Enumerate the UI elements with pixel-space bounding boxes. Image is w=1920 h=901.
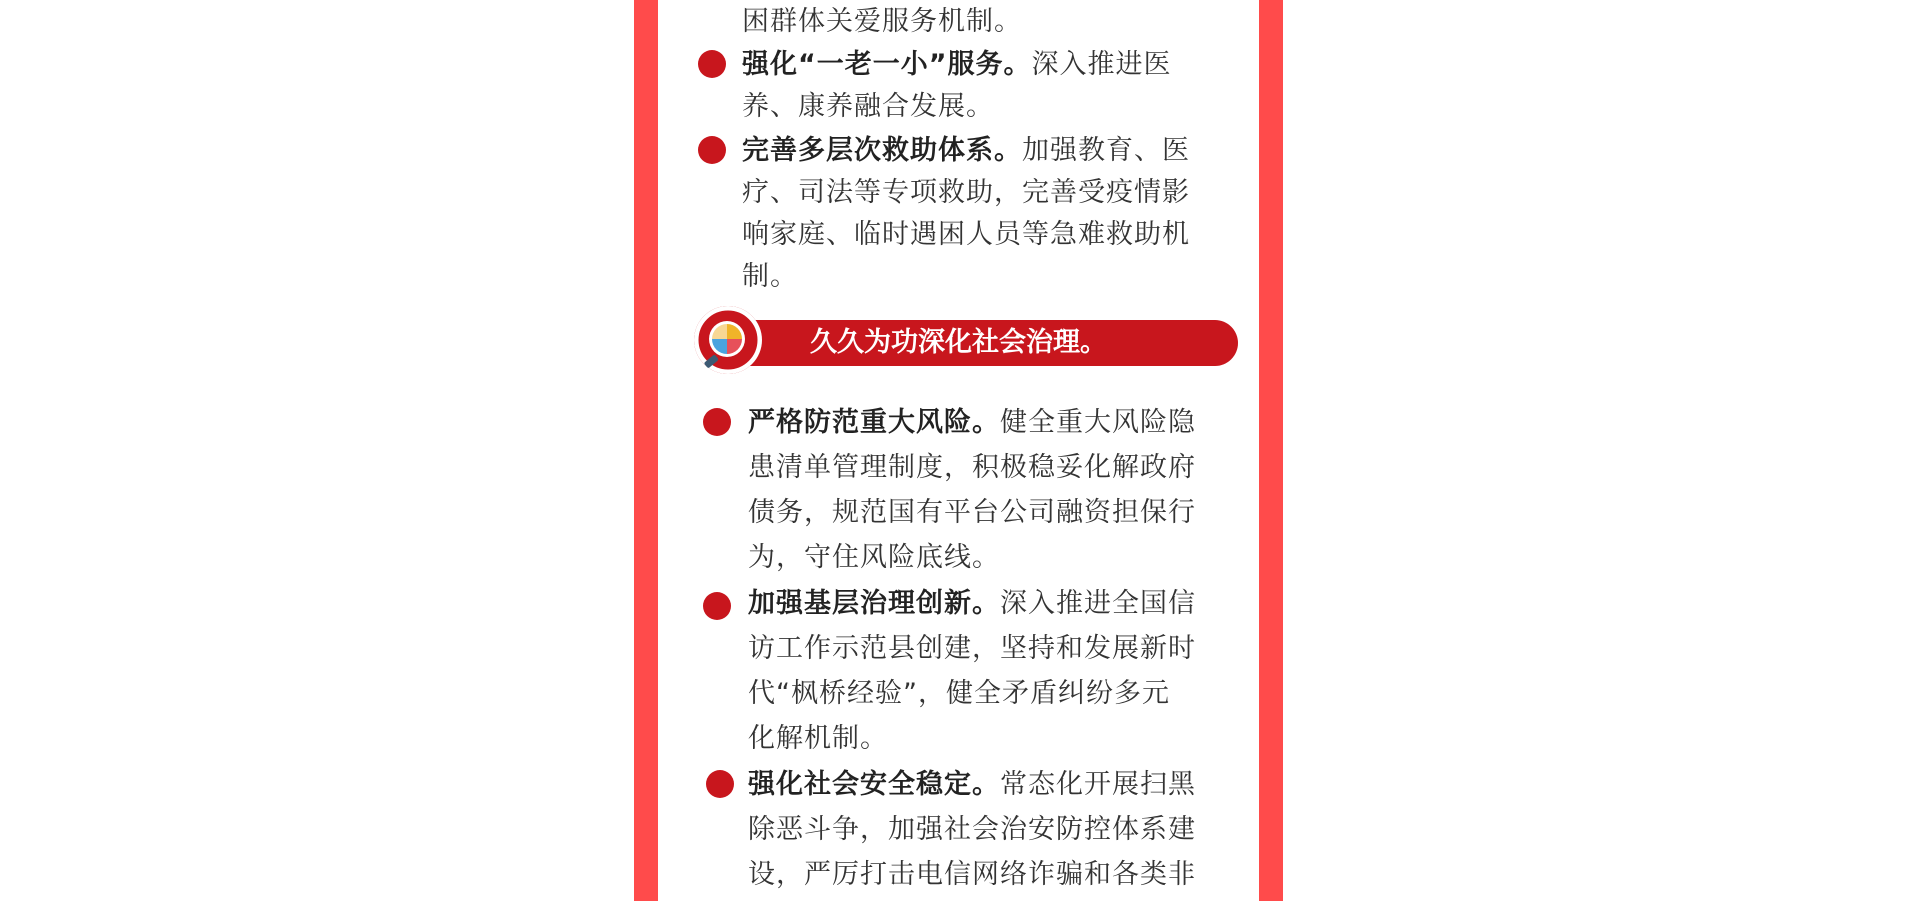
bullet-dot bbox=[698, 136, 726, 164]
item-line: 疗、司法等专项救助，完善受疫情影 bbox=[742, 177, 1190, 208]
section-title: 久久为功深化社会治理。 bbox=[810, 327, 1107, 358]
list-item-social-security bbox=[748, 762, 1228, 897]
list-item-care-mechanism bbox=[742, 1, 1222, 43]
bullet-dot bbox=[698, 50, 726, 78]
list-item-grassroots-governance bbox=[748, 581, 1228, 761]
bullet-dot bbox=[703, 592, 731, 620]
item-line: 患清单管理制度，积极稳妥化解政府 bbox=[748, 452, 1196, 483]
item-line: 加强教育、医 bbox=[1022, 135, 1190, 166]
item-heading: 强化“一老一小”服务。 bbox=[742, 49, 1032, 80]
item-line: 为，守住风险底线。 bbox=[748, 542, 1000, 573]
item-line: 响家庭、临时遇困人员等急难救助机 bbox=[742, 219, 1190, 250]
content-card bbox=[658, 0, 1259, 901]
item-line: 深入推进医 bbox=[1031, 49, 1172, 80]
list-item-assistance-system bbox=[742, 130, 1222, 298]
item-heading: 加强基层治理创新。 bbox=[748, 588, 1000, 619]
item-line: 设，严厉打击电信网络诈骗和各类非 bbox=[748, 859, 1196, 890]
list-item-elderly-children bbox=[742, 44, 1222, 128]
section-header-bar bbox=[728, 320, 1238, 366]
item-line: 深入推进全国信 bbox=[1000, 588, 1196, 619]
item-line: 化解机制。 bbox=[748, 723, 888, 754]
bullet-dot bbox=[706, 770, 734, 798]
item-line: 养、康养融合发展。 bbox=[742, 91, 994, 122]
magnifier-pie-chart-icon bbox=[694, 306, 762, 374]
item-line: 健全重大风险隐 bbox=[1000, 407, 1196, 438]
item-heading: 强化社会安全稳定。 bbox=[748, 769, 1000, 800]
item-line: 常态化开展扫黑 bbox=[1000, 769, 1196, 800]
item-heading: 完善多层次救助体系。 bbox=[742, 135, 1022, 166]
item-line: 除恶斗争，加强社会治安防控体系建 bbox=[748, 814, 1196, 845]
item-line: 代“枫桥经验”，健全矛盾纠纷多元 bbox=[748, 678, 1170, 709]
item-line: 访工作示范县创建，坚持和发展新时 bbox=[748, 633, 1196, 664]
bullet-dot bbox=[703, 408, 731, 436]
item-line: 困群体关爱服务机制。 bbox=[742, 6, 1022, 37]
item-heading: 严格防范重大风险。 bbox=[748, 407, 1000, 438]
red-frame bbox=[634, 0, 1283, 901]
list-item-major-risks bbox=[748, 400, 1228, 580]
item-line: 债务，规范国有平台公司融资担保行 bbox=[748, 497, 1196, 528]
item-line: 制。 bbox=[742, 261, 798, 292]
